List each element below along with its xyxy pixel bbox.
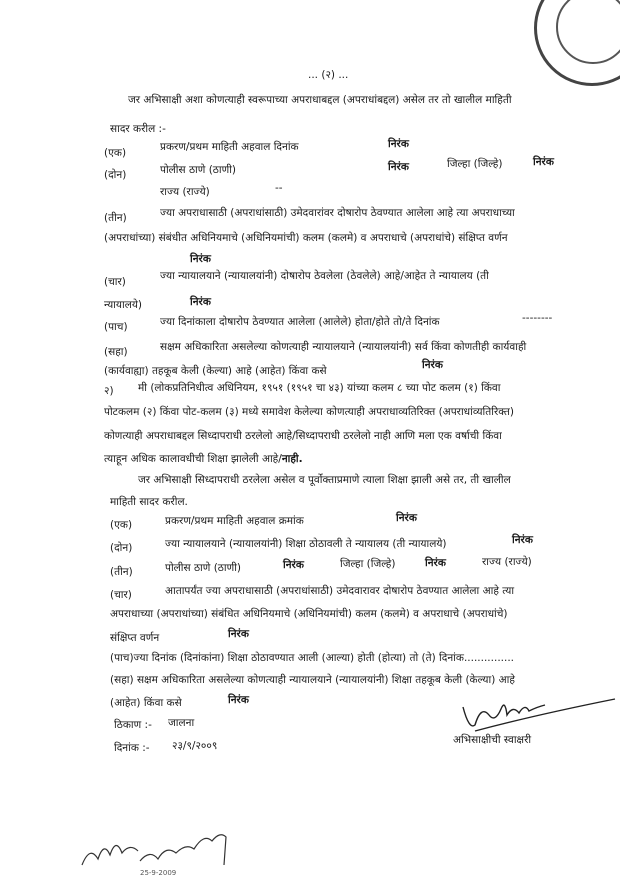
item-value: निरंक bbox=[388, 161, 409, 173]
item-text-cont: अपराधाच्या (अपराधांच्या) संबंधित अधिनियमाचे (अधिनियमांची) कलम (कलमे) व अपराधाचे (अपराधांचे) bbox=[110, 608, 508, 620]
item-text: पोलीस ठाणे (ठाणी) bbox=[160, 164, 237, 176]
item-number: (सहा) bbox=[104, 346, 128, 358]
item-value: निरंक bbox=[512, 534, 533, 546]
section2-text bbox=[104, 452, 303, 466]
item-text: ज्या न्यायालयाने (न्यायालयांनी) दोषारोप ठेवलेला (ठेवलेले) आहे/आहेत ते न्यायालय (ती bbox=[160, 270, 489, 282]
item-number: (एक) bbox=[104, 147, 127, 159]
item-number: (एक) bbox=[110, 519, 133, 531]
signature-label: अभिसाक्षीची स्वाक्षरी bbox=[453, 734, 532, 746]
section3-intro-cont: माहिती सादर करील. bbox=[110, 496, 188, 508]
place-label: ठिकाण :- bbox=[114, 719, 152, 731]
item-text-body: सक्षम अधिकारिता असलेल्या कोणत्याही न्यायालयाने (न्यायालयांनी) शिक्षा तहकूब केली (केल्या) आहे bbox=[136, 674, 515, 686]
section2-text: कोणत्याही अपराधाबद्दल सिध्दापराधी ठरलेलो आहे/सिध्दापराधी ठरलेलो नाही आणि मला एक वर्षाची किंवा bbox=[104, 430, 502, 442]
item-text: राज्य (राज्ये) bbox=[160, 186, 210, 198]
item-number: (पाच) bbox=[110, 652, 134, 664]
item-value: निरंक bbox=[228, 628, 249, 640]
item-number: (दोन) bbox=[110, 542, 133, 554]
item-value: निरंक bbox=[283, 559, 304, 571]
item-text: प्रकरण/प्रथम माहिती अहवाल दिनांक bbox=[160, 141, 299, 153]
item-text-cont: (कार्यवाह्या) तहकूब केली (केल्या) आहे (आहेत) किंवा कसे bbox=[104, 365, 327, 377]
section2-text: मी (लोकप्रतिनिधीत्व अधिनियम, १९५१ (१९५१ चा ४३) यांच्या कलम ८ च्या पोट कलम (१) किंवा bbox=[138, 382, 501, 394]
item-value: -- bbox=[275, 182, 283, 194]
section1-intro-cont: सादर करील :- bbox=[110, 123, 166, 135]
item-text bbox=[110, 651, 514, 665]
item-value: निरंक bbox=[228, 694, 249, 706]
section2-text-bold: नाही. bbox=[281, 453, 303, 465]
section1-intro: जर अभिसाक्षी अशा कोणत्याही स्वरूपाच्या अपराधाबद्दल (अपराधांबद्दल) असेल तर तो खालील माहिती bbox=[128, 94, 512, 106]
item-text: जिल्हा (जिल्हे) bbox=[340, 558, 396, 570]
item-text: प्रकरण/प्रथम माहिती अहवाल क्रमांक bbox=[165, 515, 304, 527]
item-value: निरंक bbox=[396, 512, 417, 524]
signature bbox=[455, 685, 620, 735]
item-text-cont: (आहेत) किंवा कसे bbox=[110, 697, 182, 709]
page-number: ... (२) ... bbox=[308, 69, 349, 81]
item-text: जिल्हा (जिल्हे) bbox=[447, 158, 503, 170]
handwritten-note bbox=[80, 825, 250, 877]
section3-intro: जर अभिसाक्षी सिध्दापराधी ठरलेला असेल व पूर्वोक्ताप्रमाणे त्याला शिक्षा झाली असे तर, ती खालील bbox=[138, 474, 511, 486]
place-value: जालना bbox=[168, 717, 195, 729]
section2-text-plain: त्याहून अधिक कालावधीची शिक्षा झालेली आहे/ bbox=[104, 453, 282, 465]
item-text: ज्या दिनांकाला दोषारोप ठेवण्यात आलेला (आलेले) होता/होते तो/ते दिनांक bbox=[160, 316, 440, 328]
item-value: निरंक bbox=[533, 156, 554, 168]
item-text: आतापर्यंत ज्या अपराधासाठी (अपराधांसाठी) उमेदवारावर दोषारोप ठेवण्यात आलेला आहे त्या bbox=[165, 585, 515, 597]
date-label: दिनांक :- bbox=[114, 742, 150, 754]
item-value: निरंक bbox=[190, 253, 211, 265]
item-number: (सहा) bbox=[110, 674, 134, 686]
item-text-cont: (अपराधांच्या) संबंधीत अधिनियमाचे (अधिनियमांची) कलम (कलमे) व अपराधाचे (अपराधांचे) संक्षिप्त वर्णन bbox=[104, 232, 508, 244]
item-text: पोलीस ठाणे (ठाणी) bbox=[165, 562, 242, 574]
item-number: (दोन) bbox=[104, 169, 127, 181]
item-number: (पाच) bbox=[104, 321, 128, 333]
item-text-cont: न्यायालये) bbox=[104, 299, 143, 311]
item-number: (तीन) bbox=[104, 212, 127, 224]
item-value: -------- bbox=[522, 312, 553, 324]
item-text: राज्य (राज्ये) bbox=[482, 556, 532, 568]
item-text: सक्षम अधिकारिता असलेल्या कोणत्याही न्यायालयाने (न्यायालयांनी) सर्व किंवा कोणतीही कार्यवाही bbox=[160, 341, 527, 353]
section2-text: पोटकलम (२) किंवा पोट-कलम (३) मध्ये समावेश केलेल्या कोणत्याही अपराधाव्यतिरिक्त (अपराधांव्यतिरिक्त) bbox=[104, 406, 514, 418]
item-text: ज्या न्यायालयाने (न्यायालयांनी) शिक्षा ठोठावली ते न्यायालय (ती न्यायालये) bbox=[165, 538, 447, 550]
item-number: (चार) bbox=[104, 276, 126, 288]
item-text-cont: संक्षिप्त वर्णन bbox=[110, 632, 160, 644]
item-number: (चार) bbox=[110, 589, 132, 601]
item-value: निरंक bbox=[425, 557, 446, 569]
item-value: निरंक bbox=[422, 359, 443, 371]
section2-number: २) bbox=[104, 385, 114, 397]
item-value: निरंक bbox=[190, 296, 211, 308]
handwritten-note-text: 25-9-2009 bbox=[140, 869, 177, 877]
date-value: २३/९/२००९ bbox=[172, 740, 218, 752]
item-number: (तीन) bbox=[110, 566, 133, 578]
item-value: निरंक bbox=[388, 138, 409, 150]
item-text-body: ज्या दिनांक (दिनांकांना) शिक्षा ठोठावण्यात आली (आल्या) होती (होत्या) तो (ते) दिनांक............... bbox=[133, 652, 515, 664]
item-text: ज्या अपराधासाठी (अपराधांसाठी) उमेदवारांवर दोषारोप ठेवण्यात आलेला आहे त्या अपराधाच्या bbox=[160, 207, 515, 219]
